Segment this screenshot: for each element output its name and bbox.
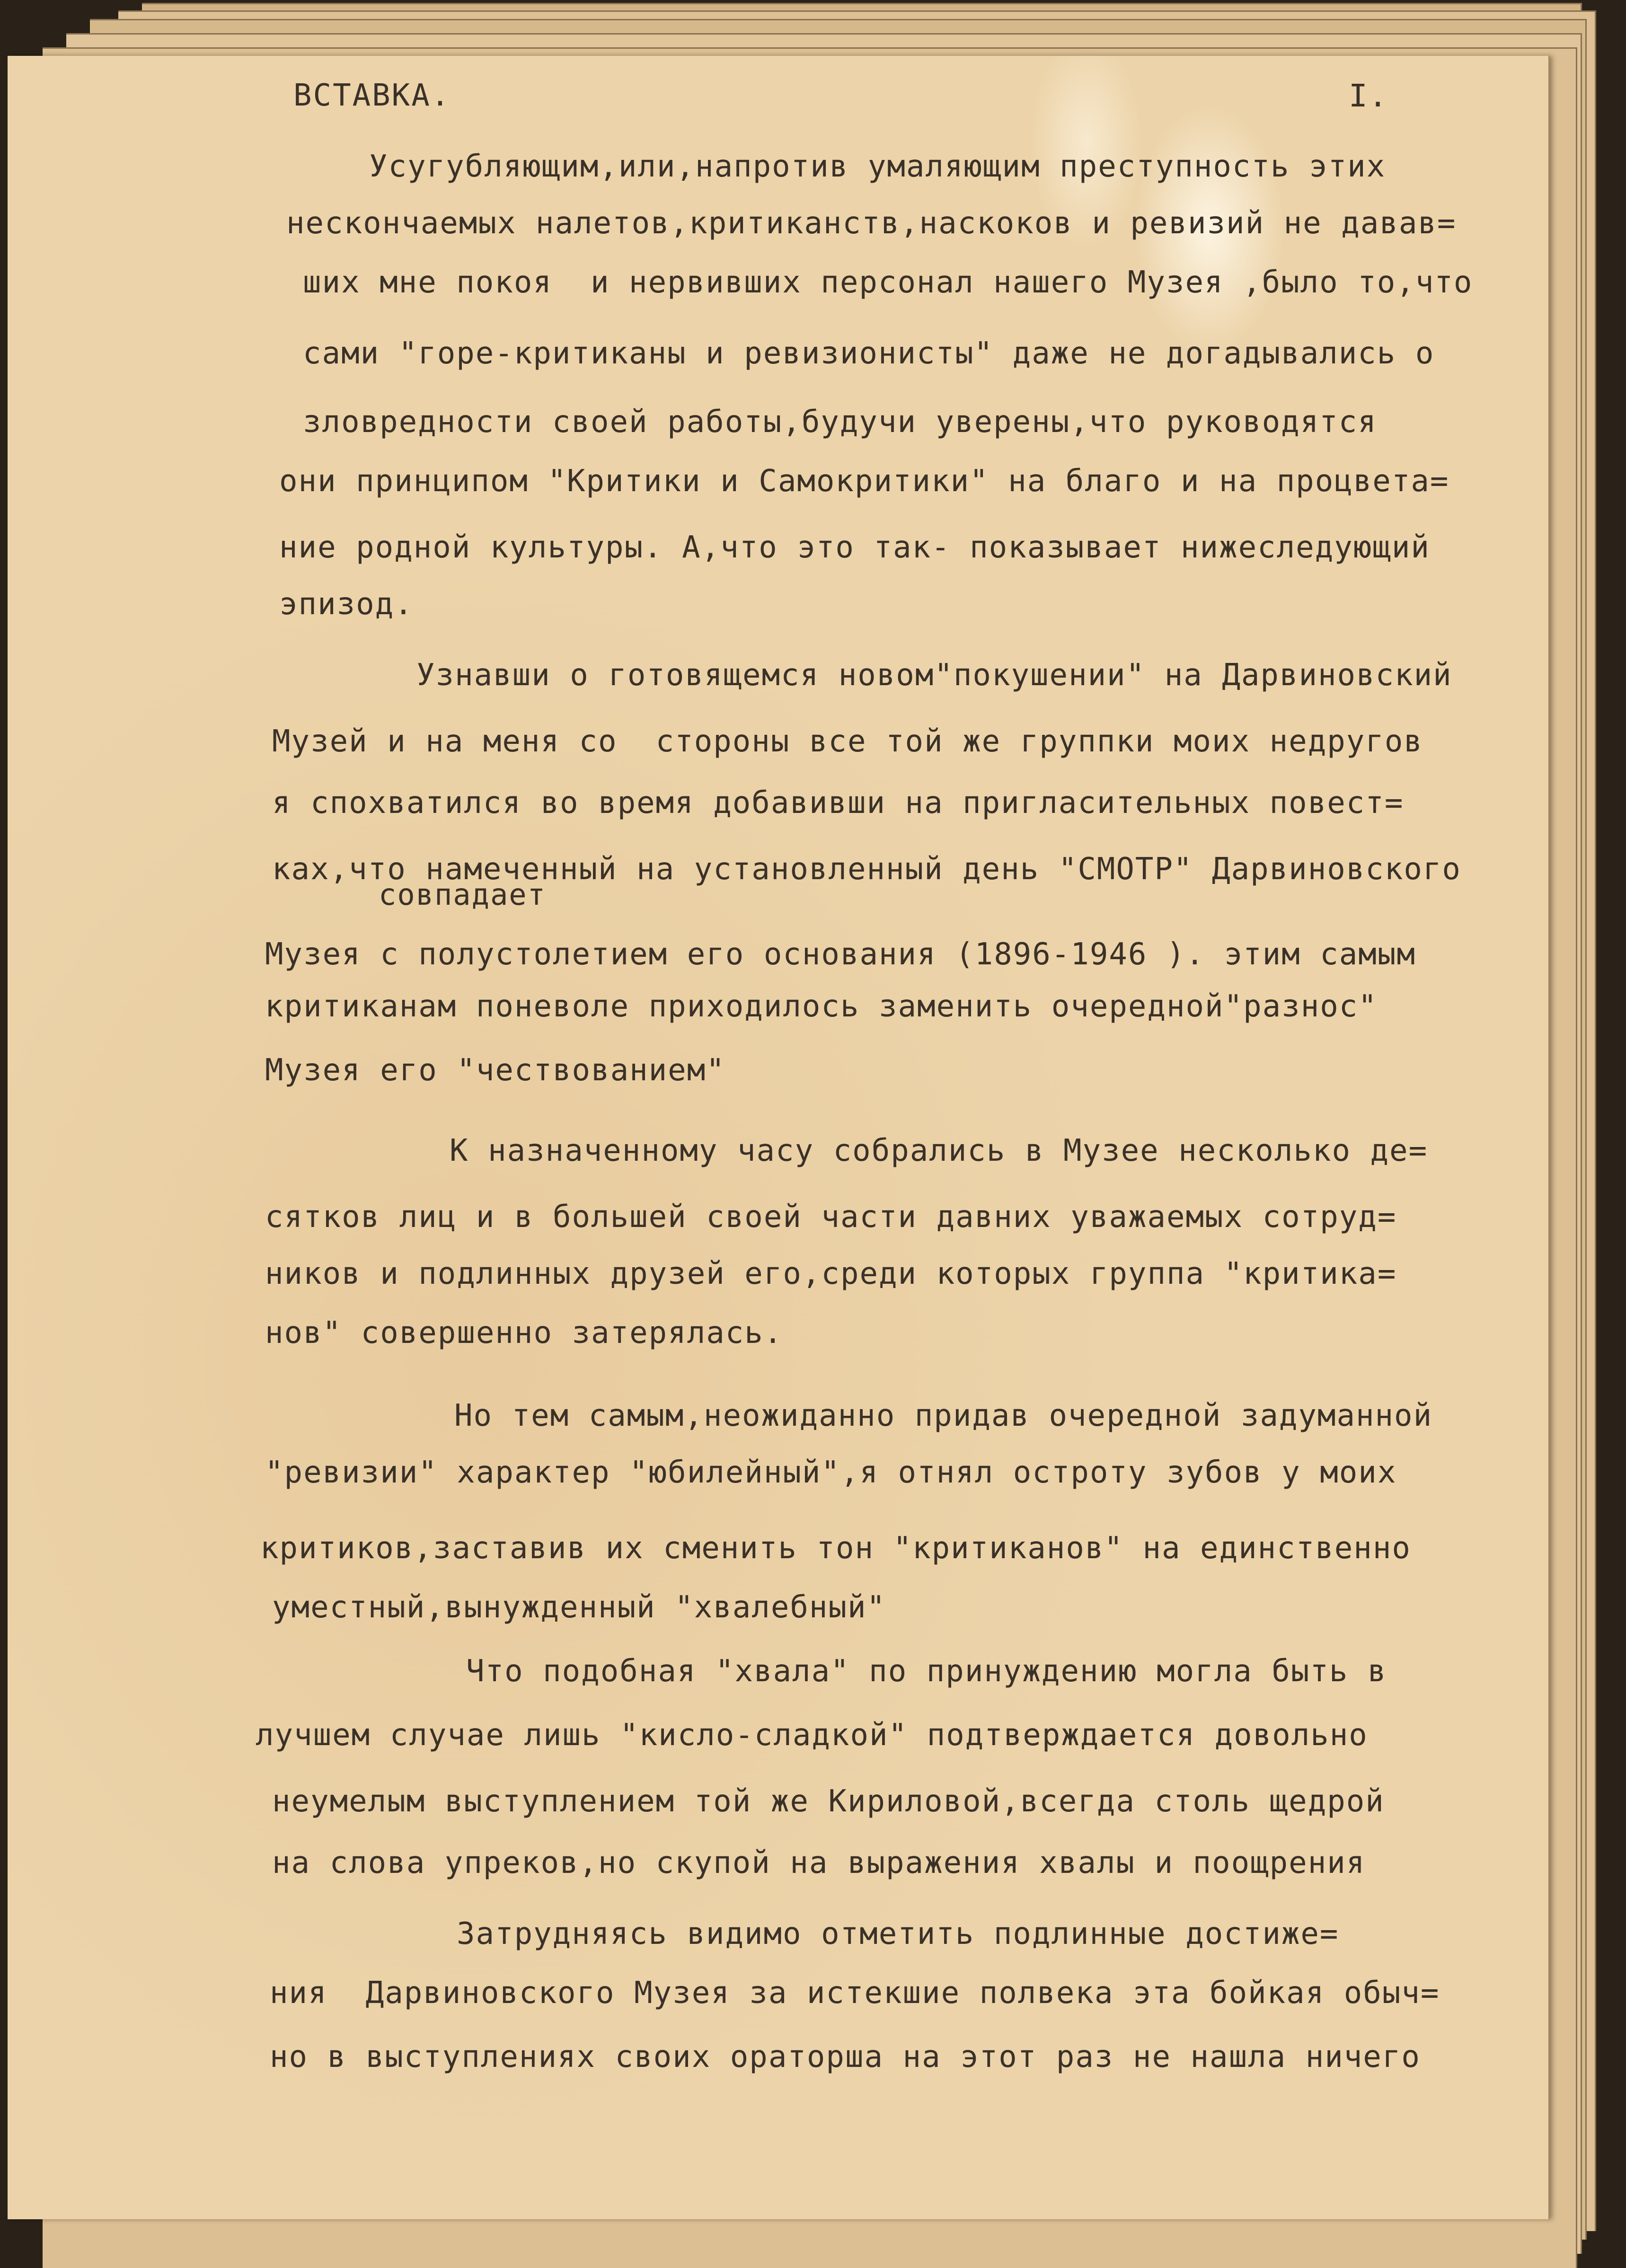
text-line: Музей и на меня со стороны все той же группки моих недругов (272, 724, 1423, 759)
text-line: нескончаемых налетов,критиканств,наскоков и ревизий не давав= (286, 206, 1457, 241)
text-line: "ревизии" характер "юбилейный",я отнял остроту зубов у моих (265, 1455, 1397, 1490)
text-line: лучшем случае лишь "кисло-сладкой" подтверждается довольно (256, 1718, 1368, 1753)
text-line: уместный,вынужденный "хвалебный" (272, 1590, 886, 1625)
text-line: нов" совершенно затерялась. (265, 1315, 783, 1350)
text-line: критиканам поневоле приходилось заменить очередной"разнос" (265, 989, 1378, 1024)
text-line: Но тем самым,неожиданно придав очередной задуманной (454, 1398, 1433, 1433)
text-line: ших мне покоя и нервивших персонал нашего Музея ,было то,что (303, 265, 1473, 300)
text-line: ния Дарвиновского Музея за истекшие полвека эта бойкая обыч= (270, 1976, 1440, 2011)
text-line: на слова упреков,но скупой на выражения хвалы и поощрения (272, 1845, 1366, 1880)
inserted-word: совпадает (379, 877, 546, 912)
text-line: Усугубляющим,или,напротив умаляющим преступность этих (369, 149, 1386, 184)
text-line: ние родной культуры. А,что это так- показывает нижеследующий (279, 530, 1430, 565)
text-line: они принципом "Критики и Самокритики" на благо и на процвета= (279, 464, 1449, 499)
text-line: Музея с полустолетием его основания (1896-1946 ). этим самым (265, 937, 1416, 972)
text-line: К назначенному часу собрались в Музее несколько де= (450, 1133, 1428, 1168)
text-line: критиков,заставив их сменить тон "критиканов" на единственно (260, 1531, 1411, 1566)
text-line: ках,что намеченный на установленный день "СМОТР" Дарвиновского (272, 852, 1461, 887)
text-line: эпизод. (279, 587, 414, 622)
text-line: зловредности своей работы,будучи уверены,что руководятся (303, 405, 1377, 440)
text-line: Узнавши о готовящемся новом"покушении" на Дарвиновский (416, 658, 1452, 693)
text-line: Затрудняясь видимо отметить подлинные достиже= (457, 1916, 1339, 1951)
text-line: неумелым выступлением той же Кириловой,всегда столь щедрой (272, 1784, 1385, 1819)
text-line: но в выступлениях своих ораторша на этот раз не нашла ничего (270, 2039, 1421, 2074)
text-line: сами "горе-критиканы и ревизионисты" даже не догадывались о (303, 336, 1435, 371)
text-line: ников и подлинных друзей его,среди которых группа "критика= (265, 1256, 1397, 1291)
text-line: я спохватился во время добавивши на пригласительных повест= (272, 785, 1404, 821)
text-line: Что подобная "хвала" по принуждению могла быть в (466, 1654, 1387, 1689)
page-heading: ВСТАВКА. (293, 78, 451, 113)
text-line: Музея его "чествованием" (265, 1053, 725, 1088)
page-number: I. (1349, 78, 1388, 114)
text-line: сятков лиц и в большей своей части давних уважаемых сотруд= (265, 1200, 1397, 1235)
